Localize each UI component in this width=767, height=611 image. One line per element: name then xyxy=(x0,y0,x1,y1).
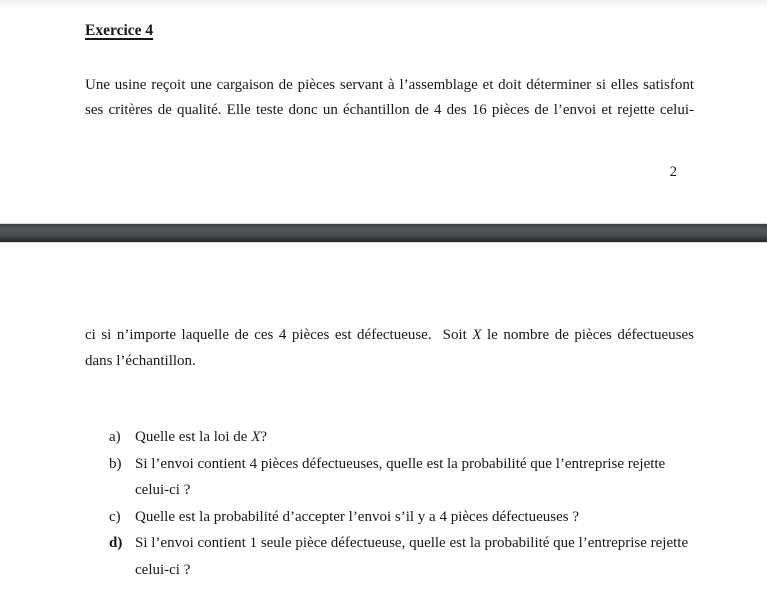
list-item-a xyxy=(109,424,694,451)
variable-x: X xyxy=(251,429,261,445)
list-marker-b: b) xyxy=(109,455,122,472)
question-text: Quelle est la loi de xyxy=(135,429,252,445)
list-marker-c: c) xyxy=(109,508,121,525)
exercise-title-text: Exercice 4 xyxy=(85,22,154,39)
list-item-c xyxy=(109,504,694,531)
paragraph-text: ci si n’importe laquelle de ces 4 pièces est défectueuse. Soit xyxy=(85,327,473,343)
variable-x: X xyxy=(472,327,482,343)
exercise-title xyxy=(85,22,153,40)
paragraph-line xyxy=(85,322,694,348)
question-text: Si l’envoi contient 4 pièces défectueuses, quelle est la probabilité que l’entreprise rejette xyxy=(135,455,666,472)
question-text: celui-ci ? xyxy=(135,561,191,578)
question-text: Quelle est la probabilité d’accepter l’envoi s’il y a 4 pièces défectueuses ? xyxy=(135,508,579,525)
question-text: ? xyxy=(260,429,268,445)
page-separator xyxy=(0,224,767,242)
question-text: Si l’envoi contient 1 seule pièce défectueuse, quelle est la probabilité que l’entreprise rejette xyxy=(135,535,689,552)
intro-paragraph xyxy=(85,73,694,123)
paragraph-line: Une usine reçoit une cargaison de pièces servant à l’assemblage et doit déterminer si elles satisfont xyxy=(85,77,694,93)
paragraph-line: ses critères de qualité. Elle teste donc un échantillon de 4 des 16 pièces de l’envoi et rejette celui- xyxy=(85,102,694,119)
list-marker-a: a) xyxy=(109,429,121,445)
page-number: 2 xyxy=(669,164,677,180)
paragraph-text: le nombre de pièces défectueuses xyxy=(481,327,694,343)
top-edge-shadow xyxy=(0,0,767,9)
list-item-b-continued xyxy=(135,477,694,504)
paragraph-line: dans l’échantillon. xyxy=(85,353,196,369)
list-item-b xyxy=(109,451,694,478)
question-text: celui-ci ? xyxy=(135,482,191,499)
list-item-d xyxy=(109,530,694,557)
list-item-d-continued xyxy=(135,557,694,584)
exercise-question-list xyxy=(109,424,694,584)
list-marker-d: d) xyxy=(109,535,123,552)
continuation-paragraph xyxy=(85,322,694,374)
